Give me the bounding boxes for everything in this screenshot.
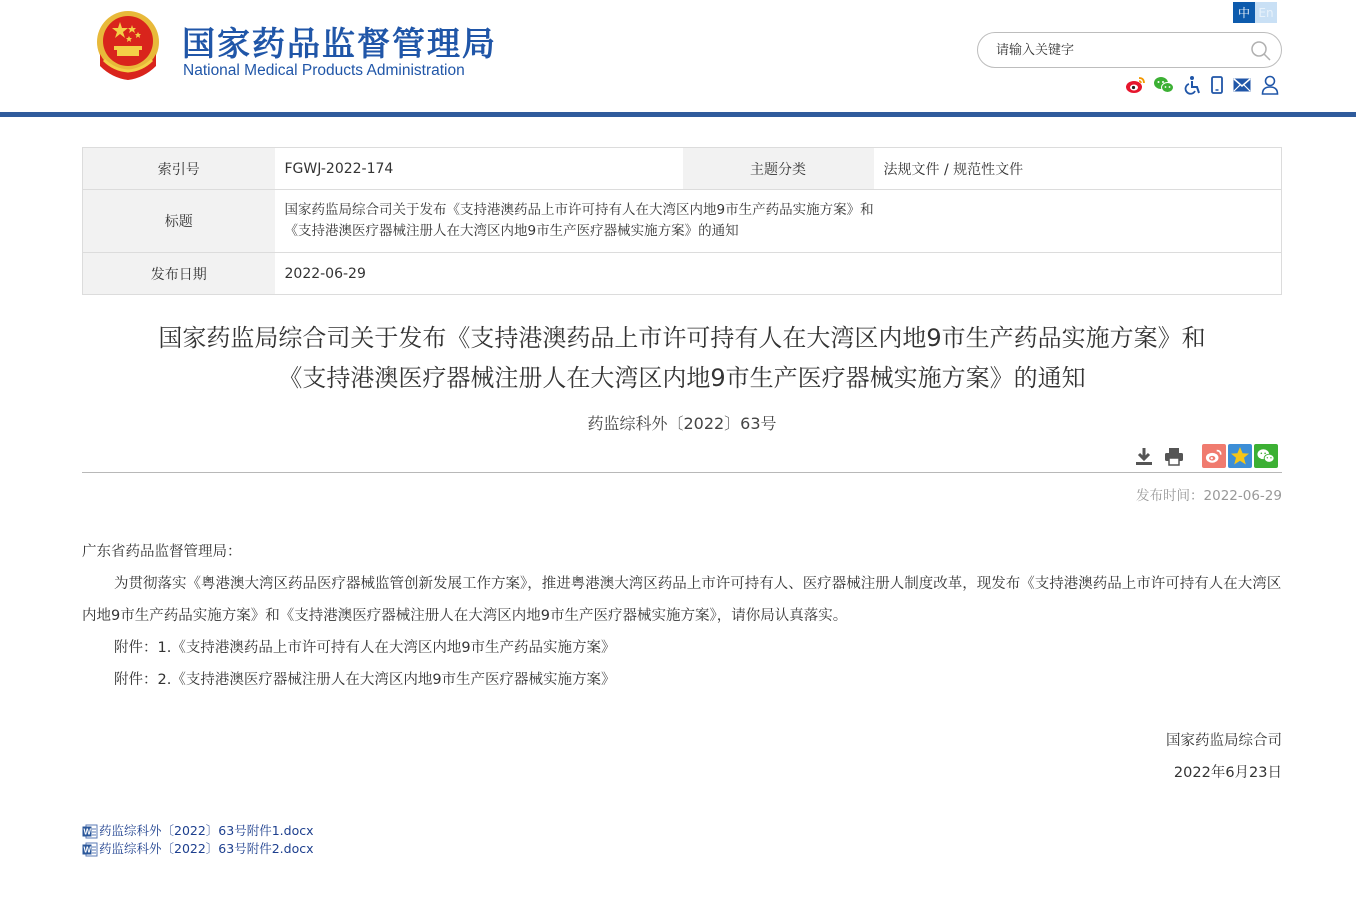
attachment-file-name: 药监综科外〔2022〕63号附件2.docx	[99, 841, 314, 856]
article-title-line2: 《支持港澳医疗器械注册人在大湾区内地9市生产医疗器械实施方案》的通知	[278, 364, 1086, 392]
svg-text:W: W	[83, 845, 92, 854]
share-weibo-icon[interactable]	[1202, 444, 1226, 468]
search-box	[977, 32, 1282, 68]
download-icon[interactable]	[1132, 444, 1156, 468]
document-meta-table	[82, 147, 1282, 295]
share-qzone-icon[interactable]	[1228, 444, 1252, 468]
attachment-file-link[interactable]	[82, 840, 314, 858]
attachment-file-name: 药监综科外〔2022〕63号附件1.docx	[99, 823, 314, 838]
meta-row-index	[83, 148, 1282, 190]
salutation: 广东省药品监督管理局：	[82, 544, 242, 560]
attachment-file-link[interactable]	[82, 822, 314, 840]
svg-text:W: W	[83, 827, 92, 836]
attachment-line-1: 附件：1.《支持港澳药品上市许可持有人在大湾区内地9市生产药品实施方案》	[114, 640, 616, 656]
date-label: 发布日期	[83, 253, 275, 295]
language-switcher	[1233, 2, 1277, 23]
category-value: 法规文件 / 规范性文件	[874, 148, 1282, 190]
word-doc-icon	[82, 824, 98, 839]
attachment-files	[82, 822, 314, 858]
site-logo-chinese[interactable]: 国家药品监督管理局	[182, 24, 497, 63]
article-title	[82, 318, 1282, 398]
date-value: 2022-06-29	[275, 253, 1282, 295]
mail-icon[interactable]	[1231, 74, 1253, 96]
category-label: 主题分类	[683, 148, 874, 190]
accessibility-icon[interactable]	[1181, 74, 1203, 96]
wechat-icon[interactable]	[1153, 74, 1175, 96]
print-icon[interactable]	[1162, 444, 1186, 468]
mobile-icon[interactable]	[1209, 74, 1225, 96]
title-value-line2: 《支持港澳医疗器械注册人在大湾区内地9市生产医疗器械实施方案》的通知	[284, 223, 739, 239]
article-tools	[1132, 444, 1278, 468]
index-label: 索引号	[83, 148, 275, 190]
lang-chinese-button[interactable]: 中	[1233, 2, 1255, 23]
lang-english-button[interactable]: En	[1255, 2, 1277, 23]
meta-row-date	[83, 253, 1282, 295]
weibo-icon[interactable]	[1125, 74, 1147, 96]
title-value	[275, 190, 1282, 253]
attachment-line-2: 附件：2.《支持港澳医疗器械注册人在大湾区内地9市生产医疗器械实施方案》	[114, 672, 616, 688]
article-body	[82, 536, 1282, 696]
article-divider	[82, 472, 1282, 473]
site-header	[0, 0, 1356, 112]
search-input[interactable]	[996, 40, 1236, 60]
national-emblem-logo[interactable]	[94, 10, 162, 82]
word-doc-icon	[82, 842, 98, 857]
title-label: 标题	[83, 190, 275, 253]
share-wechat-icon[interactable]	[1254, 444, 1278, 468]
index-value: FGWJ-2022-174	[275, 148, 683, 190]
publish-time: 发布时间：2022-06-29	[1136, 488, 1282, 504]
signature-date: 2022年6月23日	[1173, 765, 1282, 781]
user-icon[interactable]	[1259, 74, 1281, 96]
site-logo-english[interactable]: National Medical Products Administration	[183, 62, 465, 79]
signature-org: 国家药监局综合司	[1166, 733, 1282, 749]
body-paragraph: 为贯彻落实《粤港澳大湾区药品医疗器械监管创新发展工作方案》，推进粤港澳大湾区药品上市许可持有人、医疗器械注册人制度改革，现发布《支持港澳药品上市许可持有人在大湾区内地9市生产药品实施方案》和《支持港澳医疗器械注册人在大湾区内地9市生产医疗器械实施方案》，请你局认真落实。	[82, 576, 1282, 624]
social-links	[1125, 74, 1281, 96]
header-divider-bar	[0, 112, 1356, 117]
search-icon[interactable]	[1250, 40, 1272, 62]
meta-row-title	[83, 190, 1282, 253]
document-number: 药监综科外〔2022〕63号	[587, 414, 777, 433]
article-title-line1: 国家药监局综合司关于发布《支持港澳药品上市许可持有人在大湾区内地9市生产药品实施方案》和	[158, 324, 1206, 352]
title-value-line1: 国家药监局综合司关于发布《支持港澳药品上市许可持有人在大湾区内地9市生产药品实施方案》和	[284, 202, 874, 218]
